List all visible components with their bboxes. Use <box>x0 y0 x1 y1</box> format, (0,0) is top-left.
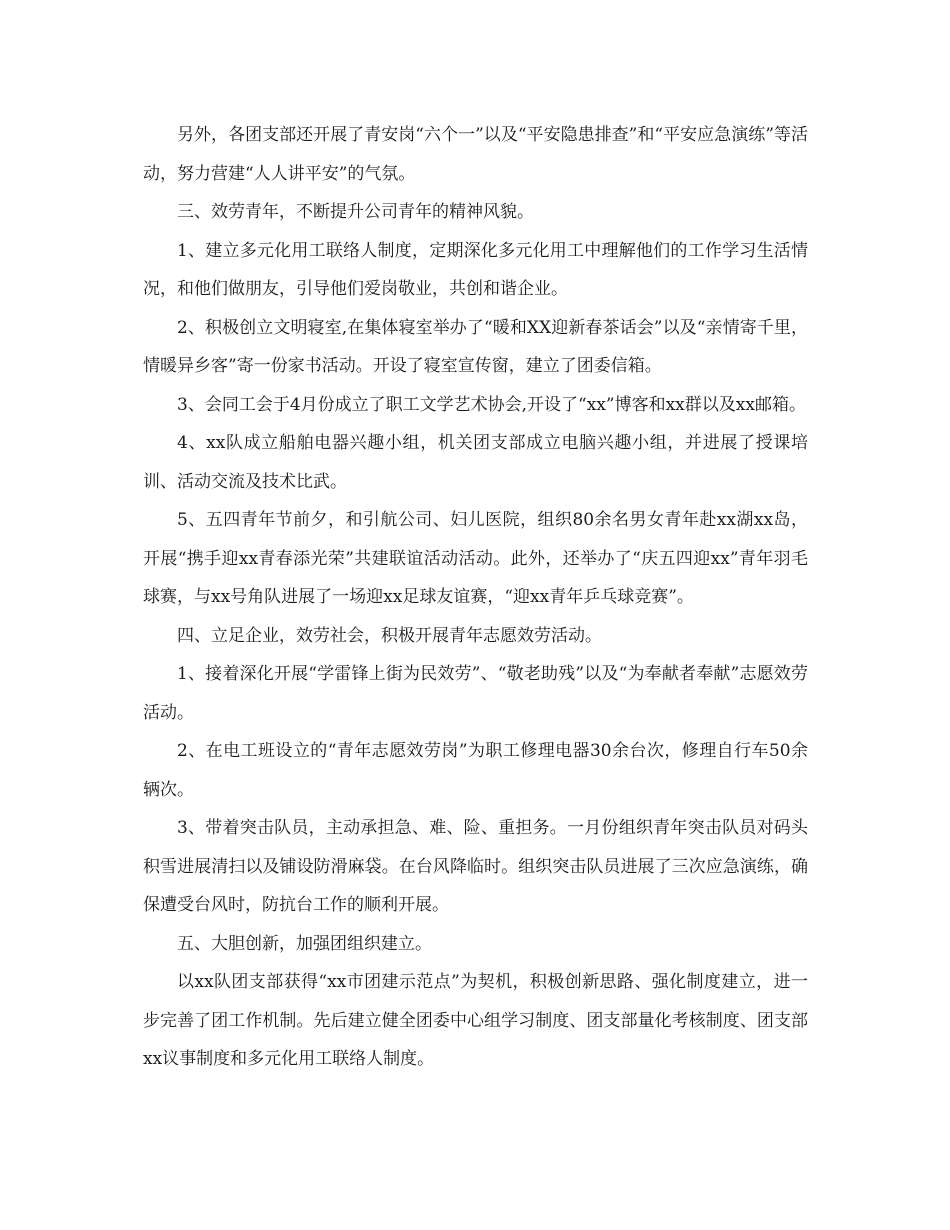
document-body <box>143 116 808 1079</box>
paragraph-5-body: 以xx队团支部获得“xx市团建示范点”为契机，积极创新思路、强化制度建立，进一步完善了团工作机制。先后建立健全团委中心组学习制度、团支部量化考核制度、团支部xx议事制度和多元化用工联络人制度。 <box>143 972 808 1069</box>
paragraph-3-2: 2、积极创立文明寝室,在集体寝室举办了“暖和XX迎新春茶话会”以及“亲情寄千里，情暖异乡客”寄一份家书活动。开设了寝室宣传窗，建立了团委信箱。 <box>143 317 808 376</box>
paragraph-3-3: 3、会同工会于4月份成立了职工文学艺术协会,开设了“xx”博客和xx群以及xx邮箱。 <box>177 394 806 415</box>
paragraph-3-4: 4、xx队成立船舶电器兴趣小组，机关团支部成立电脑兴趣小组，并进展了授课培训、活动交流及技术比武。 <box>143 433 808 492</box>
section-heading-4: 四、立足企业，效劳社会，积极开展青年志愿效劳活动。 <box>177 625 602 646</box>
paragraph-4-2: 2、在电工班设立的“青年志愿效劳岗”为职工修理电器30余台次，修理自行车50余辆次。 <box>143 741 808 800</box>
paragraph-3-1: 1、建立多元化用工联络人制度，定期深化多元化用工中理解他们的工作学习生活情况，和他们做朋友，引导他们爱岗敬业，共创和谐企业。 <box>143 240 808 299</box>
paragraph-4-3: 3、带着突击队员，主动承担急、难、险、重担务。一月份组织青年突击队员对码头积雪进展清扫以及铺设防滑麻袋。在台风降临时。组织突击队员进展了三次应急演练，确保遭受台风时，防抗台工作的顺利开展。 <box>143 818 808 915</box>
paragraph-safety-activities: 另外，各团支部还开展了青安岗“六个一”以及“平安隐患排查”和“平安应急演练”等活动，努力营建“人人讲平安”的气氛。 <box>143 125 808 184</box>
section-heading-5: 五、大胆创新，加强团组织建立。 <box>177 933 432 954</box>
paragraph-3-5: 5、五四青年节前夕，和引航公司、妇儿医院，组织80余名男女青年赴xx湖xx岛，开展“携手迎xx青春添光荣”共建联谊活动活动。此外，还举办了“庆五四迎xx”青年羽毛球赛，与xx号角队进展了一场迎xx足球友谊赛，“迎xx青年乒乓球竞赛”。 <box>143 510 808 607</box>
section-heading-3: 三、效劳青年，不断提升公司青年的精神风貌。 <box>177 202 534 222</box>
paragraph-4-1: 1、接着深化开展“学雷锋上街为民效劳”、“敬老助残”以及“为奉献者奉献”志愿效劳活动。 <box>143 664 808 723</box>
